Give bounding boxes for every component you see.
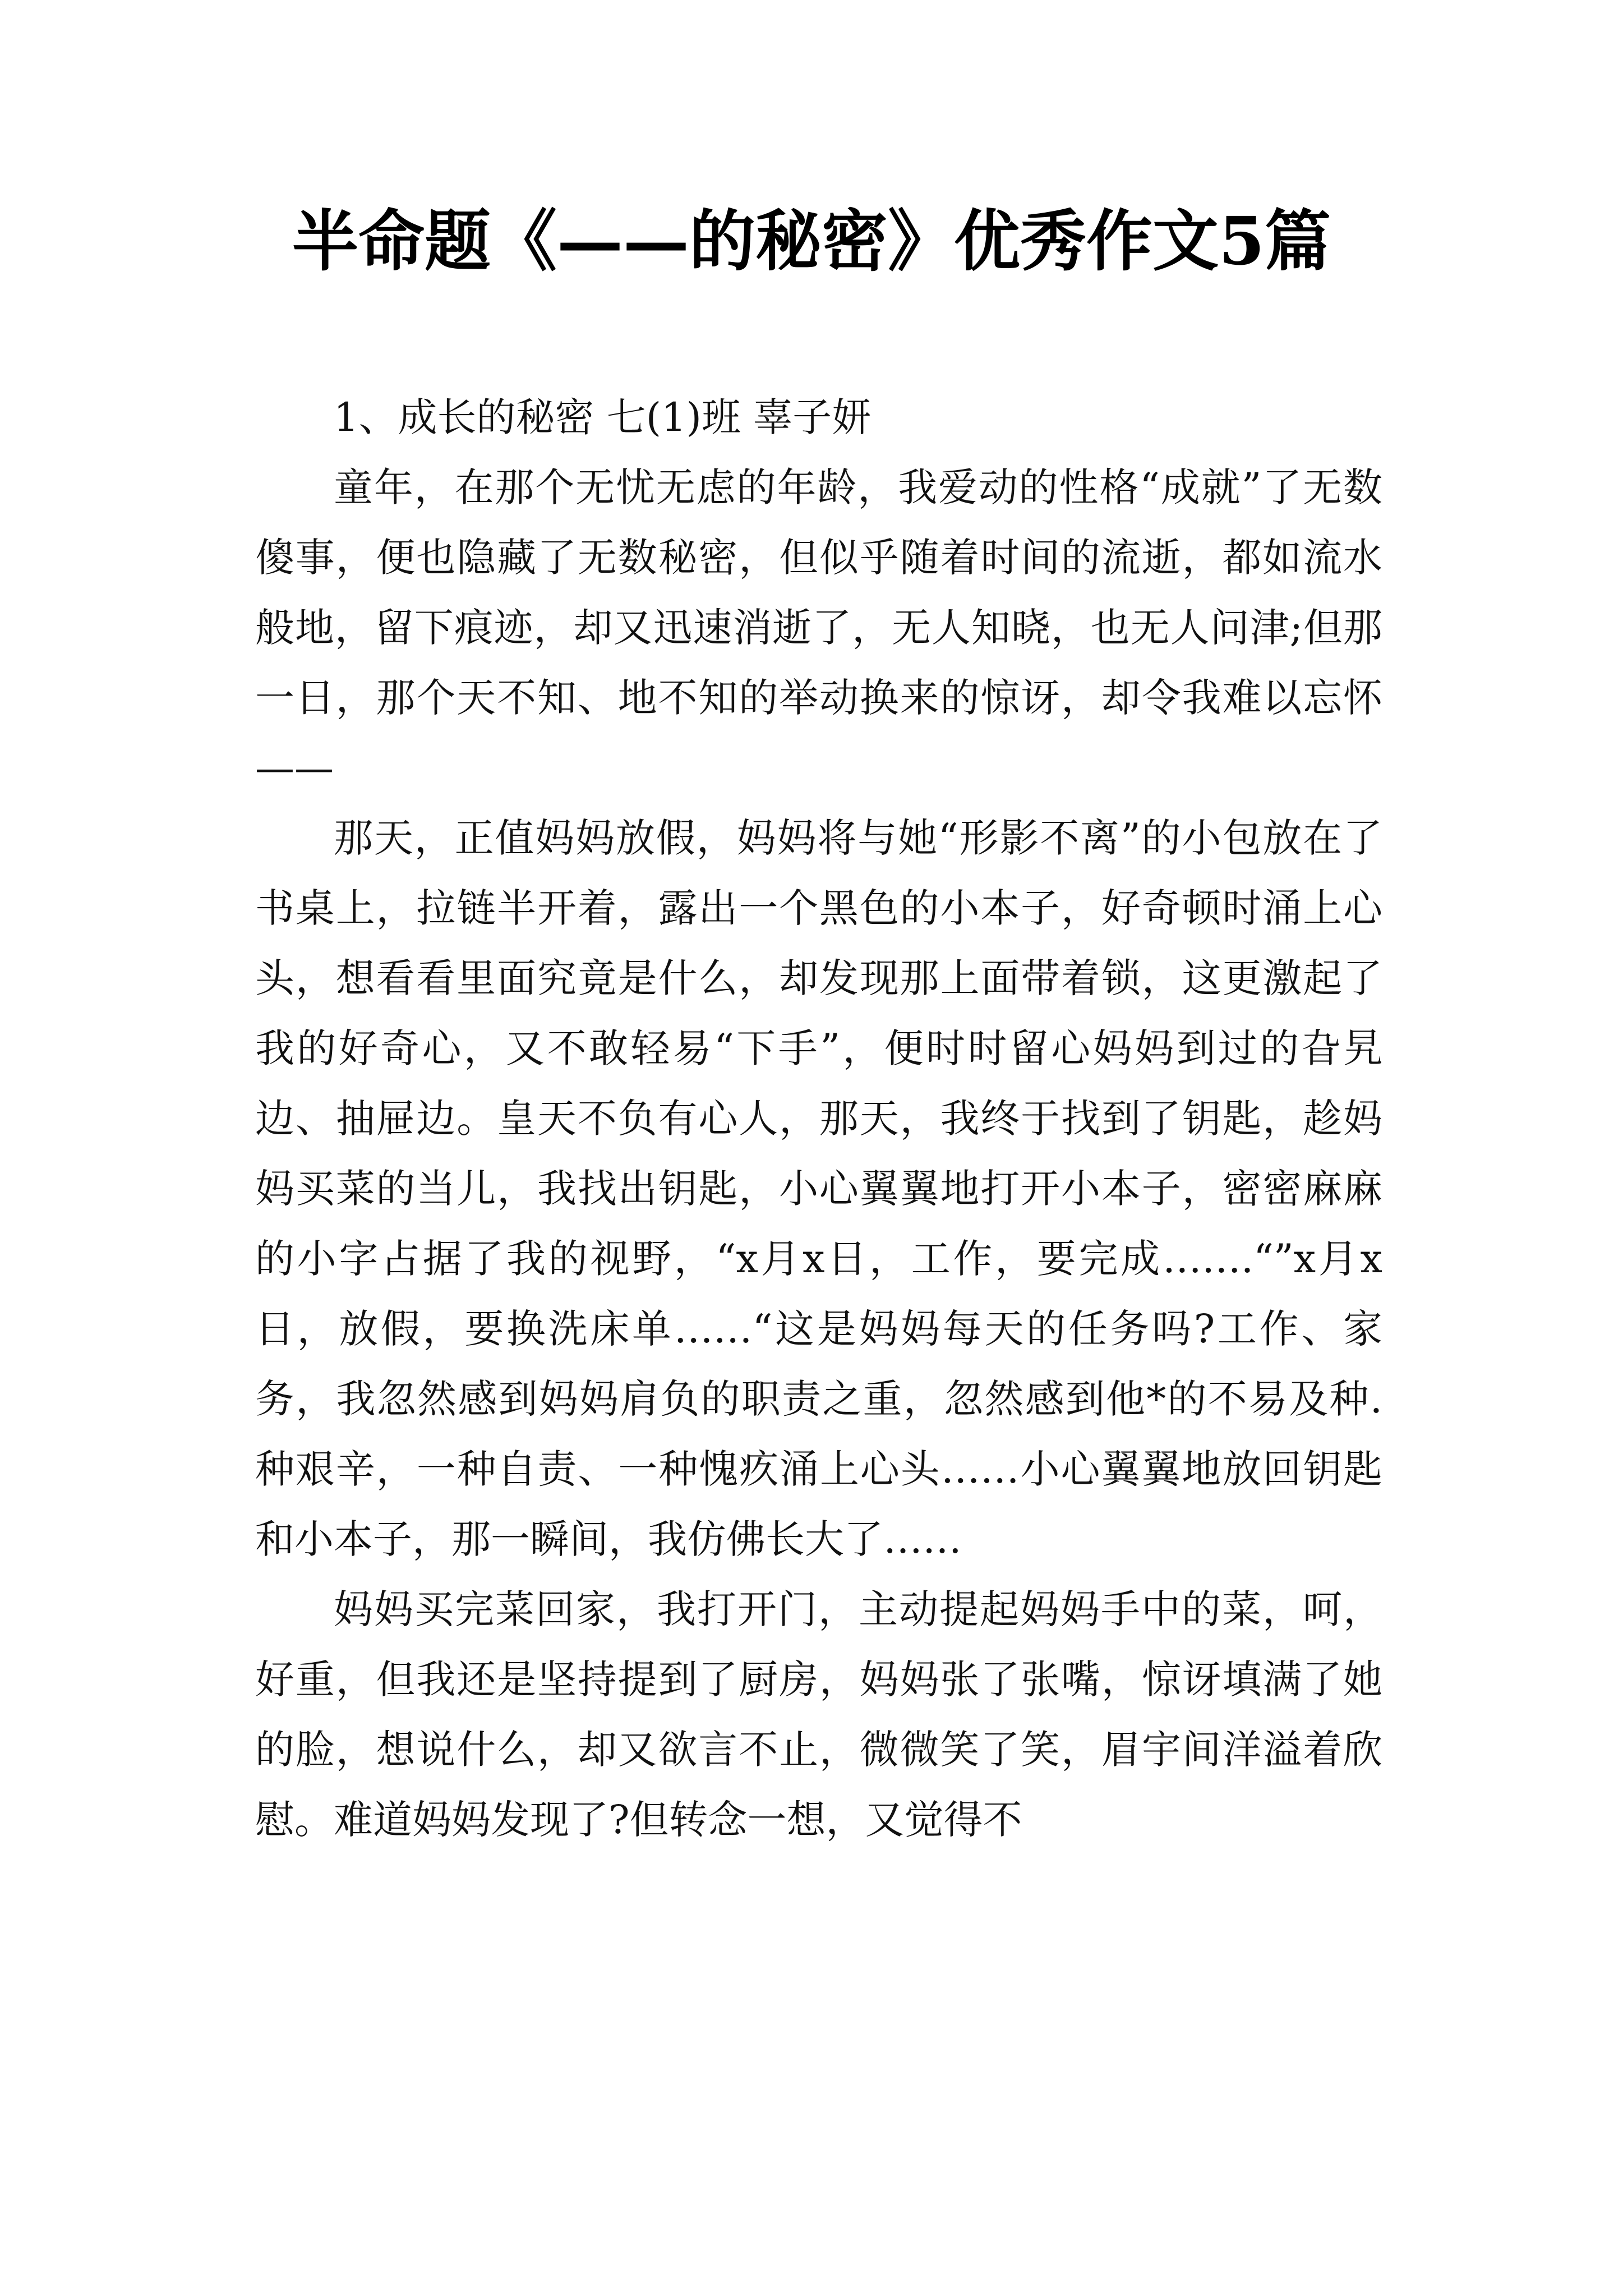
paragraph: 童年，在那个无忧无虑的年龄，我爱动的性格“成就”了无数傻事，便也隐藏了无数秘密，但似乎随着时间的流逝，都如流水般地，留下痕迹，却又迅速消逝了，无人知晓，也无人问津;但那一日，那个天不知、地不知的举动换来的惊讶，却令我难以忘怀——	[255, 464, 1382, 791]
paragraph: 那天，正值妈妈放假，妈妈将与她“形影不离”的小包放在了书桌上，拉链半开着，露出一个黑色的小本子，好奇顿时涌上心头，想看看里面究竟是什么，却发现那上面带着锁，这更激起了我的好奇心，又不敢轻易“下手”，便时时留心妈妈到过的旮旯边、抽屉边。皇天不负有心人，那天，我终于找到了钥匙，趁妈妈买菜的当儿，我找出钥匙，小心翼翼地打开小本子，密密麻麻的小字占据了我的视野，“x月x日，工作，要完成…….“”x月x日，放假，要换洗床单……“这是妈妈每天的任务吗?工作、家务，我忽然感到妈妈肩负的职责之重，忽然感到他*的不易及种.种艰辛，一种自责、一种愧疚涌上心头……小心翼翼地放回钥匙和小本子，那一瞬间，我仿佛长大了……	[255, 815, 1382, 1562]
paragraph: 妈妈买完菜回家，我打开门，主动提起妈妈手中的菜，呵，好重，但我还是坚持提到了厨房，妈妈张了张嘴，惊讶填满了她的脸，想说什么，却又欲言不止，微微笑了笑，眉宇间洋溢着欣慰。难道妈妈发现了?但转念一想，又觉得不	[255, 1586, 1382, 1843]
section-heading: 1、成长的秘密 七(1)班 辜子妍	[334, 394, 872, 440]
document-body	[255, 383, 1382, 1855]
document-title: 半命题《——的秘密》优秀作文5篇	[292, 202, 1331, 280]
